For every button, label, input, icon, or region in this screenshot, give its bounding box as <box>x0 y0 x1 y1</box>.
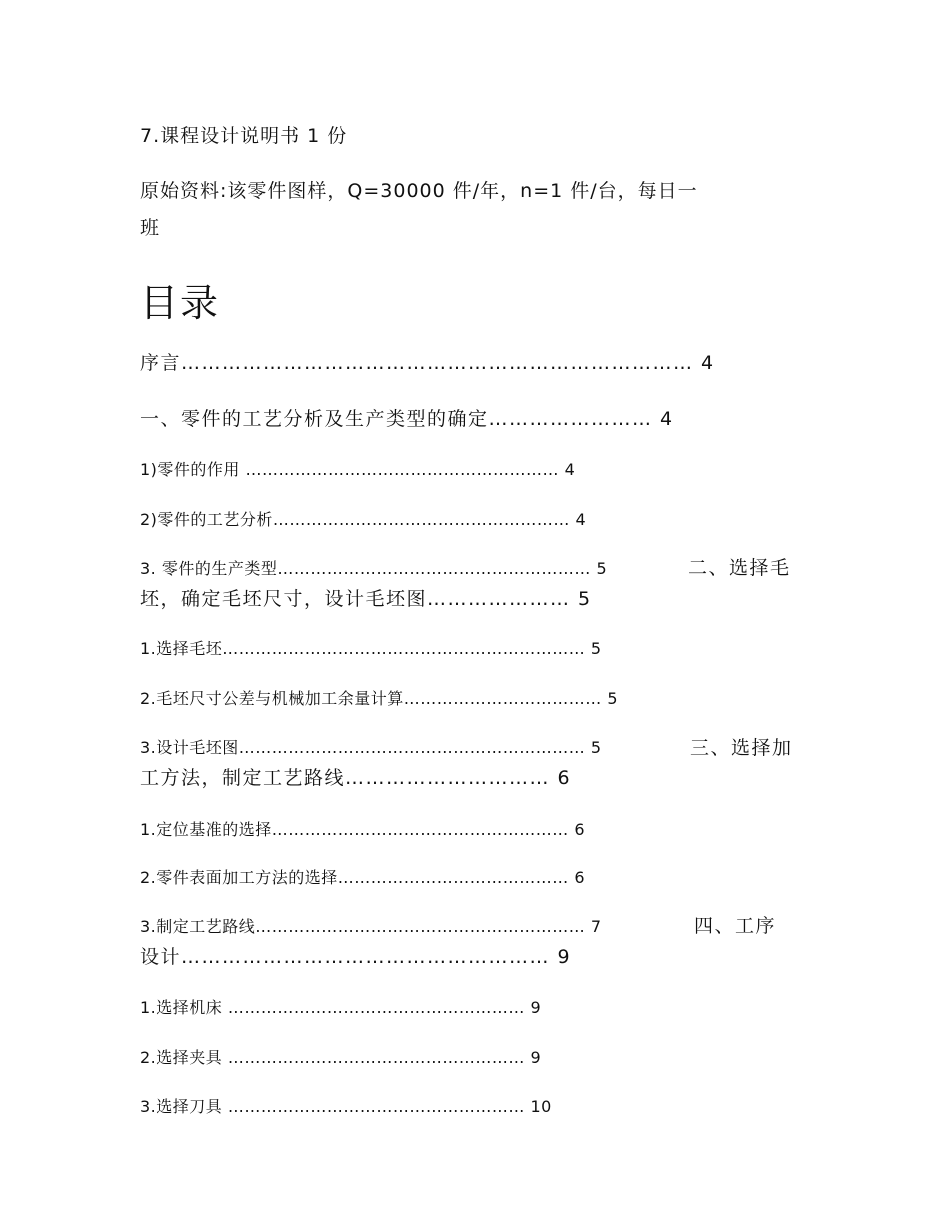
toc-entry-section-2-end: 坯，确定毛坯尺寸，设计毛坯图………………… 5 <box>140 588 592 610</box>
raw-material-line-1: 原始资料:该零件图样，Q=30000 件/年，n=1 件/台，每日一 <box>140 180 698 202</box>
requirement-item-7: 7.课程设计说明书 1 份 <box>140 125 348 147</box>
toc-entry-3-3: 3.制定工艺路线…………………………………………………… 7 <box>140 917 602 936</box>
toc-entry-section-3-start: 三、选择加 <box>690 737 793 759</box>
toc-entry-2-2: 2.毛坯尺寸公差与机械加工余量计算……………………………… 5 <box>140 689 619 708</box>
toc-entry-section-1: 一、零件的工艺分析及生产类型的确定…………………… 4 <box>140 408 674 430</box>
toc-title: 目录 <box>140 281 221 325</box>
raw-material-line-2: 班 <box>140 217 161 239</box>
toc-entry-section-2-start: 二、选择毛 <box>688 557 791 579</box>
toc-entry-3-2: 2.零件表面加工方法的选择…………………………………… 6 <box>140 868 586 887</box>
toc-entry-section-4-end: 设计……………………………………………… 9 <box>140 946 572 968</box>
toc-entry-1-2: 2)零件的工艺分析……………………………………………… 4 <box>140 510 587 529</box>
toc-entry-1-1: 1)零件的作用 ………………………………………………… 4 <box>140 460 576 479</box>
toc-entry-1-3: 3. 零件的生产类型………………………………………………… 5 <box>140 559 608 578</box>
toc-entry-4-2: 2.选择夹具 ……………………………………………… 9 <box>140 1048 542 1067</box>
toc-entry-4-1: 1.选择机床 ……………………………………………… 9 <box>140 998 542 1017</box>
toc-entry-section-4-start: 四、工序 <box>694 915 777 937</box>
toc-entry-4-3: 3.选择刀具 ……………………………………………… 10 <box>140 1097 552 1116</box>
toc-entry-2-3: 3.设计毛坯图……………………………………………………… 5 <box>140 738 602 757</box>
toc-entry-3-1: 1.定位基准的选择……………………………………………… 6 <box>140 820 586 839</box>
toc-entry-section-3-end: 工方法，制定工艺路线………………………… 6 <box>140 767 572 789</box>
toc-entry-2-1: 1.选择毛坯………………………………………………………… 5 <box>140 639 602 658</box>
toc-entry-preface: 序言………………………………………………………………… 4 <box>140 352 715 374</box>
